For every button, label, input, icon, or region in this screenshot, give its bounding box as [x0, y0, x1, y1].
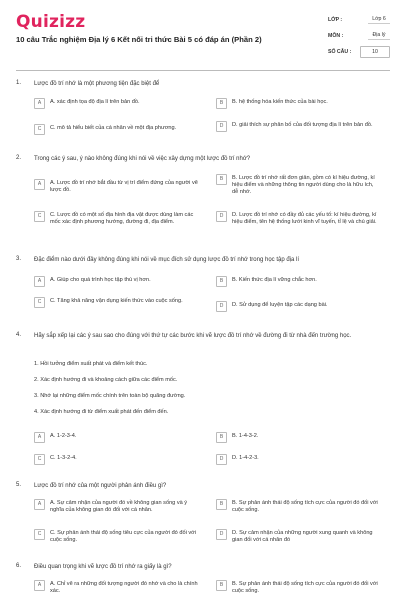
option-text: D. Sử dụng để luyện tập các dạng bài. [232, 302, 328, 308]
header-divider [16, 70, 390, 71]
option-letter: D [216, 454, 227, 465]
option-letter: D [216, 121, 227, 132]
option-a[interactable] [34, 433, 198, 443]
quizizz-logo: Quizizz [16, 12, 86, 32]
option-letter: C [34, 454, 45, 465]
option-letter: C [34, 297, 45, 308]
question-text: Điều quan trọng khi vẽ lược đồ trí nhớ ra giấy là gì? [34, 564, 172, 570]
option-letter: B [216, 276, 227, 287]
meta-row-class [328, 12, 390, 28]
option-text: D. Lược đồ trí nhớ có đầy đủ các yếu tố: kí hiệu đường, kí hiệu điểm, tên hệ thống lưới kinh vĩ tuyến, tỉ lệ và chú giải. [232, 212, 377, 225]
option-b[interactable] [216, 99, 380, 109]
option-text: C. 1-3-2-4. [50, 455, 77, 461]
worksheet-meta [328, 12, 390, 60]
question-number: 2. [16, 155, 22, 161]
option-text: A. xác định tọa độ địa lí trên bản đồ. [50, 99, 140, 105]
question-number: 1. [16, 80, 22, 86]
option-text: C. Sự phản ánh thái độ sống tiêu cực của người đó đối với cuộc sống. [50, 530, 197, 543]
option-a[interactable] [34, 581, 198, 595]
list-item: 2. Xác định hướng đi và khoảng cách giữa các điểm mốc. [34, 377, 178, 383]
option-letter: A [34, 98, 45, 109]
question-text: Lược đồ trí nhớ của một người phản ánh điều gì? [34, 483, 167, 489]
option-text: A. 1-2-3-4. [50, 433, 77, 439]
option-d[interactable] [216, 212, 380, 226]
question-number: 5. [16, 482, 22, 488]
option-letter: A [34, 499, 45, 510]
meta-key: SỐ CÂU : [328, 49, 352, 55]
meta-value: Địa lý [368, 32, 390, 40]
list-item: 4. Xác định hướng đi từ điểm xuất phát đến điểm đến. [34, 409, 169, 415]
option-c[interactable] [34, 298, 198, 308]
option-c[interactable] [34, 125, 198, 135]
option-letter: A [34, 432, 45, 443]
option-text: D. Sự cảm nhận của những người xung quanh và không gian đối với cá nhân đó [232, 530, 373, 543]
option-text: A. Lược đồ trí nhớ bắt đầu từ vị trí điểm đứng của người vẽ lược đồ. [50, 180, 198, 193]
option-letter: C [34, 124, 45, 135]
option-letter: B [216, 174, 227, 185]
option-letter: A [34, 276, 45, 287]
question-number: 3. [16, 256, 22, 262]
worksheet-title: 10 câu Trắc nghiệm Địa lý 6 Kết nối tri thức Bài 5 có đáp án (Phần 2) [16, 35, 262, 44]
option-a[interactable] [34, 180, 198, 194]
option-letter: A [34, 580, 45, 591]
meta-row-subject [328, 28, 390, 44]
question-number: 6. [16, 563, 22, 569]
option-text: C. mô tả hiểu biết của cá nhân về một địa phương. [50, 125, 177, 131]
option-text: D. 1-4-2-3. [232, 455, 259, 461]
option-letter: B [216, 499, 227, 510]
option-letter: B [216, 98, 227, 109]
option-letter: D [216, 301, 227, 312]
option-text: B. hệ thống hóa kiến thức của bài học. [232, 99, 328, 105]
question-text: Hãy sắp xếp lại các ý sau sao cho đúng với thứ tự các bước khi vẽ lược đồ trí nhớ về đường đi từ nhà đến trường học. [34, 333, 352, 339]
meta-value: Lớp 6 [368, 16, 390, 24]
option-b[interactable] [216, 433, 380, 443]
list-item: 1. Hồi tưởng điểm xuất phát và điểm kết thúc. [34, 361, 148, 367]
option-letter: B [216, 432, 227, 443]
option-text: C. Lược đồ có một số địa hình địa vật được dùng làm các mốc xác định phương hướng, đường đi, địa điểm. [50, 212, 194, 225]
option-text: B. 1-4-3-2. [232, 433, 259, 439]
option-text: B. Lược đồ trí nhớ rất đơn giản, gồm có kí hiệu đường, kí hiệu điểm và những thông tin người dùng cho là hữu ích, dễ nhớ. [232, 175, 375, 195]
option-text: B. Kiến thức địa lí vững chắc hơn. [232, 277, 317, 283]
meta-value: 10 [360, 46, 390, 58]
list-item: 3. Nhớ lại những điểm mốc chính trên toàn bộ quãng đường. [34, 393, 186, 399]
option-text: B. Sự phản ánh thái độ sống tích cực của người đó đối với cuộc sống. [232, 500, 378, 513]
option-letter: C [34, 211, 45, 222]
option-letter: B [216, 580, 227, 591]
option-text: D. giải thích sự phân bố của đối tượng địa lí trên bản đồ. [232, 122, 373, 128]
option-text: A. Sự cảm nhận của người đó về không gian sống và ý nghĩa của không gian đó đối với cá nhân. [50, 500, 188, 513]
option-c[interactable] [34, 455, 198, 465]
option-a[interactable] [34, 277, 198, 287]
question-text: Trong các ý sau, ý nào không đúng khi nói về việc xây dựng một lược đồ trí nhớ? [34, 156, 251, 162]
option-a[interactable] [34, 99, 198, 109]
option-d[interactable] [216, 302, 380, 312]
option-a[interactable] [34, 500, 198, 514]
option-letter: C [34, 529, 45, 540]
meta-key: LỚP : [328, 17, 343, 23]
option-d[interactable] [216, 455, 380, 465]
option-b[interactable] [216, 500, 380, 514]
option-d[interactable] [216, 122, 380, 132]
option-b[interactable] [216, 175, 380, 196]
option-text: A. Chỉ vẽ ra những đối tượng người đó nhớ và cho là chính xác. [50, 581, 198, 594]
option-letter: D [216, 529, 227, 540]
option-text: A. Giúp cho quá trình học tập thú vị hơn. [50, 277, 151, 283]
question-text: Lược đồ trí nhớ là một phương tiện đặc biệt để [34, 81, 160, 87]
question-number: 4. [16, 332, 22, 338]
option-c[interactable] [34, 530, 198, 544]
option-b[interactable] [216, 277, 380, 287]
question-text: Đặc điểm nào dưới đây không đúng khi nói về mục đích sử dụng lược đồ trí nhớ trong học tập địa lí [34, 257, 299, 263]
option-letter: A [34, 179, 45, 190]
option-d[interactable] [216, 530, 380, 544]
meta-row-count [328, 44, 390, 60]
option-letter: D [216, 211, 227, 222]
option-b[interactable] [216, 581, 380, 595]
meta-key: MÔN : [328, 33, 344, 39]
option-text: B. Sự phản ánh thái độ sống tích cực của người đó đối với cuộc sống. [232, 581, 378, 594]
option-text: C. Tăng khả năng vận dụng kiến thức vào cuộc sống. [50, 298, 183, 304]
option-c[interactable] [34, 212, 198, 226]
